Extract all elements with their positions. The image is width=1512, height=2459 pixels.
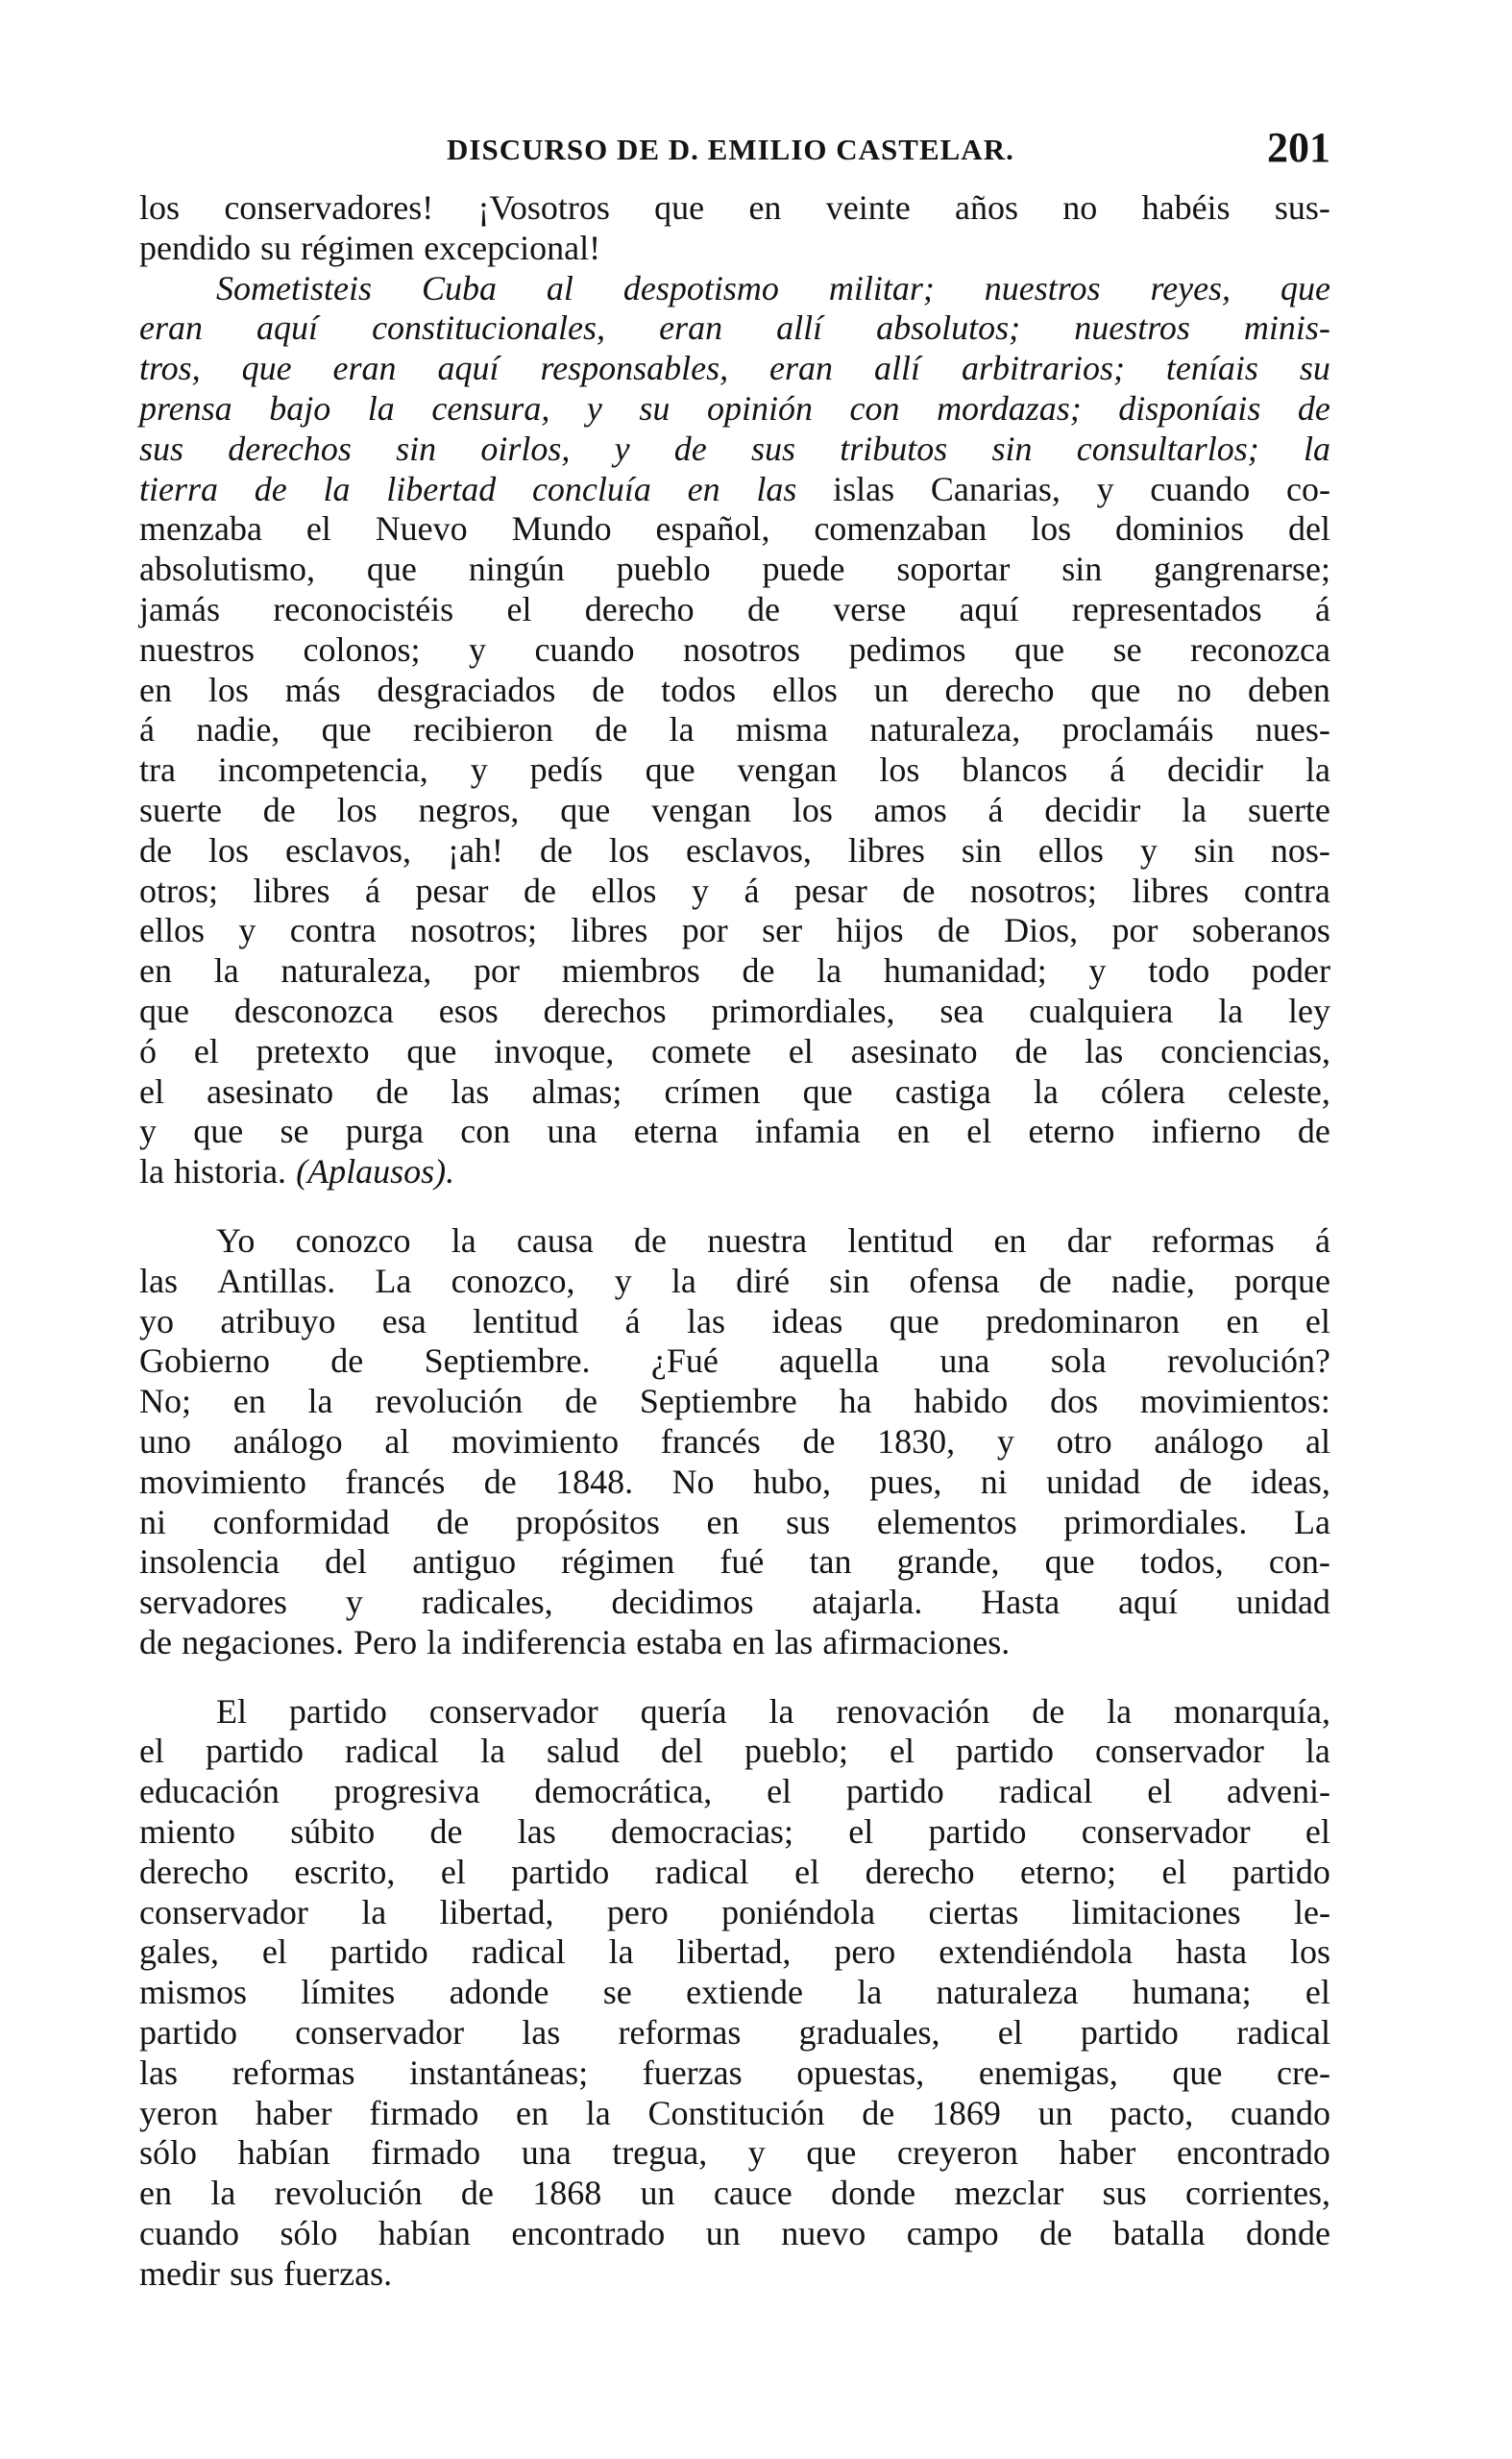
text-line: tra incompetencia, y pedís que vengan los blancos á decidir la (139, 750, 1330, 790)
text-line: mismos límites adonde se extiende la naturaleza humana; el (139, 1973, 1330, 2012)
text-line: absolutismo, que ningún pueblo puede soportar sin gangrenarse; (139, 550, 1330, 589)
paragraph-2 (139, 269, 1330, 1193)
text-line: sólo habían firmado una tregua, y que creyeron haber encontrado (139, 2133, 1330, 2173)
text-line: cuando sólo habían encontrado un nuevo campo de batalla donde (139, 2214, 1330, 2253)
text-line: otros; libres á pesar de ellos y á pesar de nosotros; libres contra (139, 871, 1330, 910)
text-line: que desconozca esos derechos primordiales, sea cualquiera la ley (139, 991, 1330, 1030)
text-line: en la revolución de 1868 un cauce donde mezclar sus corrientes, (139, 2174, 1330, 2213)
text-line: miento súbito de las democracias; el partido conservador el (139, 1812, 1330, 1852)
text-line: eran aquí constitucionales, eran allí absolutos; nuestros minis- (139, 308, 1330, 348)
paragraph-3 (139, 1221, 1330, 1663)
text-line: partido conservador las reformas graduales, el partido radical (139, 2013, 1330, 2053)
text-line: conservador la libertad, pero poniéndola ciertas limitaciones le- (139, 1892, 1330, 1931)
text-line: Yo conozco la causa de nuestra lentitud en dar reformas á (216, 1220, 1330, 1260)
text-line: sus derechos sin oirlos, y de sus tributos sin consultarlos; la (139, 429, 1330, 468)
text-line: yeron haber firmado en la Constitución de 1869 un pacto, cuando (139, 2093, 1330, 2132)
text-line: medir sus fuerzas. (139, 2253, 393, 2293)
text-line: insolencia del antiguo régimen fué tan grande, que todos, con- (139, 1542, 1330, 1582)
text-line: menzaba el Nuevo Mundo español, comenzaban los dominios del (139, 509, 1330, 549)
text-line: servadores y radicales, decidimos atajarla. Hasta aquí unidad (139, 1583, 1330, 1622)
text-line: yo atribuyo esa lentitud á las ideas que predominaron en el (139, 1301, 1330, 1340)
text-line: derecho escrito, el partido radical el derecho eterno; el partido (139, 1852, 1330, 1891)
text-line: la historia. (Aplausos). (139, 1152, 455, 1192)
text-line: ni conformidad de propósitos en sus elementos primordiales. La (139, 1502, 1330, 1541)
text-line: pendido su régimen excepcional! (139, 228, 601, 267)
text-line: y que se purga con una eterna infamia en el eterno infierno de (139, 1112, 1330, 1151)
text-line: Gobierno de Septiembre. ¿Fué aquella una sola revolución? (139, 1341, 1330, 1381)
page-number: 201 (1267, 124, 1330, 171)
text-line: ellos y contra nosotros; libres por ser hijos de Dios, por soberanos (139, 911, 1330, 950)
text-line: el partido radical la salud del pueblo; el partido conservador la (139, 1732, 1330, 1771)
text-line: gales, el partido radical la libertad, pero extendiéndola hasta los (139, 1932, 1330, 1972)
text-line: movimiento francés de 1848. No hubo, pues, ni unidad de ideas, (139, 1462, 1330, 1501)
text-line: prensa bajo la censura, y su opinión con mordazas; disponíais de (139, 388, 1330, 428)
text-line: en la naturaleza, por miembros de la humanidad; y todo poder (139, 951, 1330, 991)
text-line: uno análogo al movimiento francés de 1830, y otro análogo al (139, 1421, 1330, 1461)
text-line: tierra de la libertad concluía en las islas Canarias, y cuando co- (139, 469, 1330, 508)
paragraph-spacer (139, 1663, 1330, 1692)
text-line: ó el pretexto que invoque, comete el asesinato de las conciencias, (139, 1031, 1330, 1070)
body-text (139, 188, 1330, 2295)
text-line: de negaciones. Pero la indiferencia estaba en las afirmaciones. (139, 1622, 1011, 1661)
paragraph-1 (139, 188, 1330, 269)
text-line: No; en la revolución de Septiembre ha habido dos movimientos: (139, 1382, 1330, 1421)
text-line: tros, que eran aquí responsables, eran allí arbitrarios; teníais su (139, 349, 1330, 388)
text-line: á nadie, que recibieron de la misma naturaleza, proclamáis nues- (139, 710, 1330, 750)
text-line: de los esclavos, ¡ah! de los esclavos, libres sin ellos y sin nos- (139, 830, 1330, 870)
paragraph-4 (139, 1692, 1330, 2295)
text-line: educación progresiva democrática, el partido radical el adveni- (139, 1772, 1330, 1811)
text-line: el asesinato de las almas; crímen que castiga la cólera celeste, (139, 1071, 1330, 1111)
text-line: las reformas instantáneas; fuerzas opuestas, enemigas, que cre- (139, 2053, 1330, 2092)
running-title: DISCURSO DE D. EMILIO CASTELAR. (447, 133, 1014, 166)
text-line: suerte de los negros, que vengan los amos á decidir la suerte (139, 790, 1330, 829)
text-line: Sometisteis Cuba al despotismo militar; nuestros reyes, que (216, 268, 1330, 307)
paragraph-spacer (139, 1193, 1330, 1221)
text-line: los conservadores! ¡Vosotros que en veinte años no habéis sus- (139, 188, 1330, 227)
page-header (139, 123, 1330, 181)
text-line: en los más desgraciados de todos ellos un derecho que no deben (139, 670, 1330, 709)
text-line: las Antillas. La conozco, y la diré sin ofensa de nadie, porque (139, 1261, 1330, 1300)
text-line: El partido conservador quería la renovación de la monarquía, (216, 1691, 1330, 1731)
text-line: nuestros colonos; y cuando nosotros pedimos que se reconozca (139, 629, 1330, 669)
text-line: jamás reconocistéis el derecho de verse aquí representados á (139, 589, 1330, 628)
